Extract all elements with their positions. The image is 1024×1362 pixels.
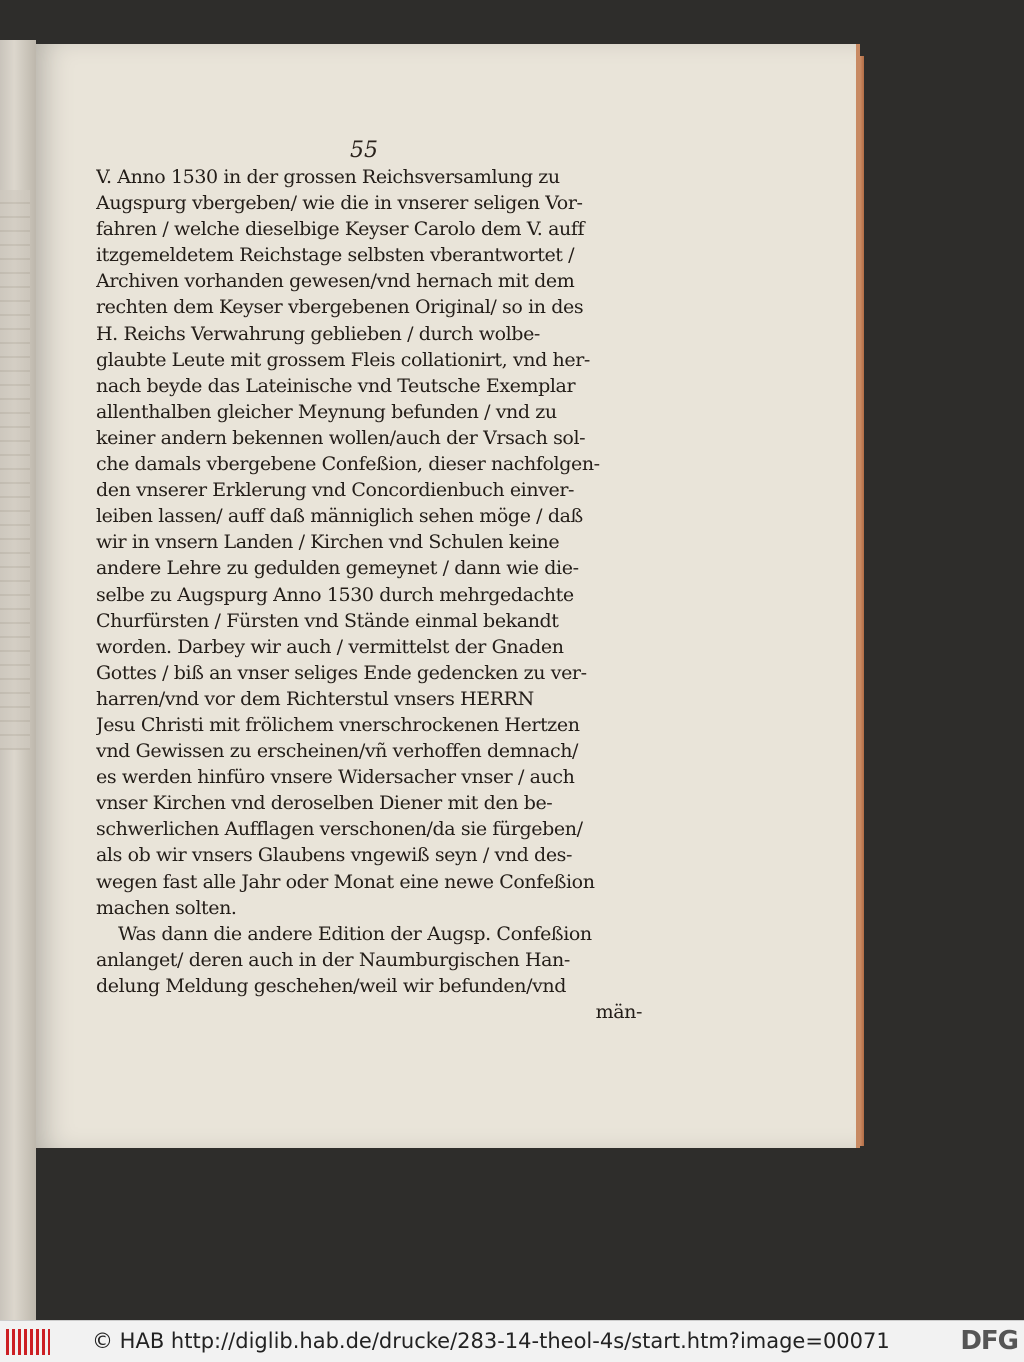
text-line: machen solten. xyxy=(96,896,237,919)
text-line: wegen fast alle Jahr oder Monat eine newe Confeßion xyxy=(96,870,595,893)
text-line: Jesu Christi mit frölichem vnerschrockenen Hertzen xyxy=(96,713,580,736)
text-line: keiner andern bekennen wollen/auch der Vrsach sol- xyxy=(96,426,586,449)
catchword: män- xyxy=(595,1001,642,1023)
text-line: allenthalben gleicher Meynung befunden / vnd zu xyxy=(96,400,557,423)
text-line: schwerlichen Aufflagen verschonen/da sie fürgeben/ xyxy=(96,818,583,841)
text-line: als ob wir vnsers Glaubens vngewiß seyn / vnd des- xyxy=(96,844,573,867)
text-line: wir in vnsern Landen / Kirchen vnd Schulen keine xyxy=(96,531,560,554)
text-line: Archiven vorhanden gewesen/vnd hernach mit dem xyxy=(96,270,575,293)
text-line: Gottes / biß an vnser seliges Ende gedencken zu ver- xyxy=(96,661,587,684)
copyright-link[interactable]: © HAB http://diglib.hab.de/drucke/283-14-theol-4s/start.htm?image=00071 xyxy=(92,1329,890,1353)
text-line: itzgemeldetem Reichstage selbsten vberantwortet / xyxy=(96,244,575,267)
text-line: worden. Darbey wir auch / vermittelst der Gnaden xyxy=(96,635,564,658)
text-line: fahren / welche dieselbige Keyser Carolo dem V. auff xyxy=(96,218,585,241)
footer-bar xyxy=(0,1320,1024,1362)
page-text xyxy=(96,164,656,1025)
text-line: Was dann die andere Edition der Augsp. Confeßion xyxy=(118,922,592,945)
text-line: rechten dem Keyser vbergebenen Original/ so in des xyxy=(96,296,584,319)
text-line: selbe zu Augspurg Anno 1530 durch mehrgedachte xyxy=(96,583,574,606)
text-line: Augspurg vbergeben/ wie die in vnserer seligen Vor- xyxy=(96,192,583,215)
text-line: es werden hinfüro vnsere Widersacher vnser / auch xyxy=(96,766,575,789)
dfg-logo: DFG xyxy=(960,1326,1018,1356)
text-line: vnser Kirchen vnd deroselben Diener mit den be- xyxy=(96,792,553,815)
page-number: 55 xyxy=(350,138,378,163)
left-page-edge xyxy=(0,40,36,1320)
hab-barcode-icon xyxy=(6,1329,50,1355)
text-line: vnd Gewissen zu erscheinen/vñ verhoffen demnach/ xyxy=(96,740,579,763)
text-line: anlanget/ deren auch in der Naumburgischen Han- xyxy=(96,948,570,971)
text-line: che damals vbergebene Confeßion, dieser nachfolgen- xyxy=(96,453,600,476)
text-line: nach beyde das Lateinische vnd Teutsche Exemplar xyxy=(96,374,576,397)
text-line: V. Anno 1530 in der grossen Reichsversamlung zu xyxy=(96,166,560,188)
text-line: glaubte Leute mit grossem Fleis collationirt, vnd her- xyxy=(96,348,590,371)
text-line: harren/vnd vor dem Richterstul vnsers HERRN xyxy=(96,687,534,710)
text-line: Churfürsten / Fürsten vnd Stände einmal bekandt xyxy=(96,609,559,632)
text-line: den vnserer Erklerung vnd Concordienbuch einver- xyxy=(96,479,575,502)
text-line: leiben lassen/ auff daß männiglich sehen möge / daß xyxy=(96,505,583,528)
left-page-text-strip xyxy=(0,190,30,750)
text-line: andere Lehre zu gedulden gemeynet / dann wie die- xyxy=(96,557,579,580)
text-line: H. Reichs Verwahrung geblieben / durch wolbe- xyxy=(96,322,540,345)
text-line: delung Meldung geschehen/weil wir befunden/vnd xyxy=(96,974,567,997)
